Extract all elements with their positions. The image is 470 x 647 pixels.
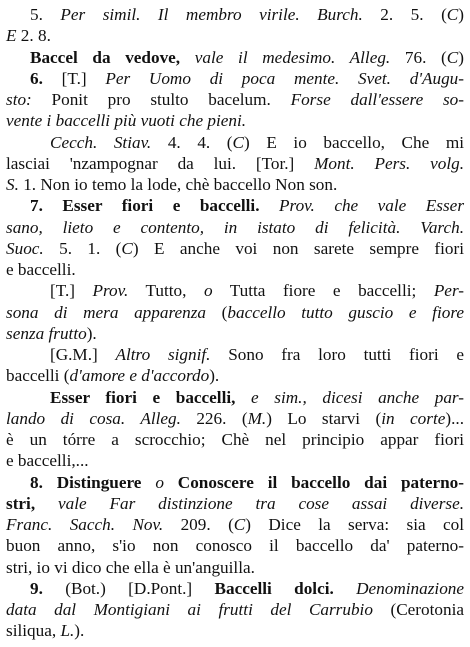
text-line [6, 450, 464, 471]
text-run: lasciai 'nzampognar da lui. [Tor.] [6, 153, 315, 173]
text-run: ). [86, 323, 97, 343]
text-run: siliqua, [6, 621, 61, 641]
text-line [6, 599, 464, 620]
text-run: Prov. [92, 281, 129, 301]
text-run: 226. ( [180, 408, 248, 428]
text-line [6, 557, 464, 578]
headword: Esser fiori e baccelli, [50, 387, 252, 407]
text-run: [T.] [61, 68, 106, 88]
text-run: 2. 5. ( [362, 5, 447, 24]
headword: Conoscere il baccello dai paterno- [163, 472, 464, 492]
text-run: 209. ( [163, 515, 234, 534]
text-run: Tutta fiore e baccelli; [212, 281, 434, 301]
text-run: vale il medesimo. Alleg. [194, 47, 391, 67]
text-run: e sim., dicesi anche par- [251, 387, 464, 407]
text-run: e baccelli,... [6, 451, 89, 471]
text-line [6, 514, 464, 535]
text-run: L. [60, 621, 75, 641]
text-run: Sono fra loro tutti fiori e [210, 345, 464, 364]
text-run: Prov. che vale Esser [279, 196, 465, 216]
text-line [6, 68, 464, 89]
text-run: baccello tutto guscio e fiore [227, 302, 465, 322]
text-line [6, 153, 464, 174]
headword: Baccel da vedove, [30, 47, 195, 67]
headword: 6. [30, 68, 62, 88]
text-line [6, 132, 464, 153]
text-run: Ponit pro stulto bacelum. [31, 90, 291, 109]
text-run: C [121, 238, 133, 258]
text-run: C [446, 47, 459, 67]
text-run: 1. Non io temo la lode, chè baccello Non son. [18, 175, 338, 194]
text-line [6, 195, 464, 216]
text-line [6, 217, 464, 238]
text-run: Per simil. Il membro virile. Burch. [60, 5, 363, 24]
dictionary-entry-text [6, 4, 464, 642]
text-line [6, 174, 464, 195]
text-run: ) Dice la serva: sia col [245, 515, 465, 534]
text-run: 5. 1. ( [43, 238, 122, 258]
text-run: [G.M.] [50, 345, 116, 364]
text-run: Forse dall'essere so- [290, 90, 464, 109]
text-run: ) E io baccello, Che mi [244, 132, 464, 152]
text-run: ). [209, 366, 220, 386]
text-run: stri, io vi dico che ella è un'anguilla. [6, 557, 255, 577]
text-run: baccelli ( [6, 366, 70, 386]
text-run: Cecch. Stiav. [50, 132, 152, 152]
text-run: Denominazione [356, 578, 465, 598]
text-run: C [446, 5, 459, 24]
text-run: Franc. Sacch. Nov. [6, 515, 164, 534]
text-line [6, 25, 464, 46]
text-run: Mont. Pers. volg. [314, 153, 464, 173]
text-run: Tutto, [128, 281, 204, 301]
text-run: buon anno, s'io non conosco il baccello da' paterno- [6, 536, 464, 556]
text-run: ) [458, 47, 464, 67]
text-run: è un tórre a scrocchio; Chè nel principio appar fiori [6, 430, 464, 449]
text-run: Per- [433, 281, 465, 301]
headword: 7. Esser fiori e baccelli. [30, 196, 280, 216]
text-run: C [232, 132, 245, 152]
text-run: )... [445, 408, 464, 428]
text-run: 4. 4. ( [151, 132, 233, 152]
text-run: 2. 8. [16, 26, 51, 46]
text-line [6, 387, 464, 408]
headword: 8. Distinguere [30, 472, 156, 492]
text-run: Suoc. [6, 238, 44, 258]
text-line [6, 429, 464, 450]
text-line [6, 259, 464, 280]
text-run: ) [458, 5, 464, 24]
headword: Baccelli dolci. [214, 578, 357, 598]
text-run: ) Lo starvi ( [266, 408, 382, 428]
text-run: vente i baccelli più vuoti che pieni. [6, 111, 247, 131]
text-line [6, 344, 464, 365]
text-run: E [6, 26, 17, 46]
text-run: ). [74, 621, 85, 641]
text-run: ( [206, 302, 228, 322]
text-line [6, 280, 464, 301]
text-run: (Bot.) [D.Pont.] [65, 578, 215, 598]
text-line [6, 89, 464, 110]
text-run: sto: [6, 90, 32, 109]
text-run: lando di cosa. Alleg. [6, 408, 181, 428]
text-run: ) E anche voi non sarete sempre fiori [132, 238, 464, 258]
text-line [6, 493, 464, 514]
text-run: o [203, 281, 213, 301]
text-run: 76. ( [390, 47, 447, 67]
text-line [6, 620, 464, 641]
text-run: S. [6, 175, 19, 194]
text-run: d'amore e d'accordo [69, 366, 210, 386]
text-line [6, 578, 464, 599]
text-line [6, 47, 464, 68]
text-line [6, 365, 464, 386]
text-line [6, 535, 464, 556]
text-run: Per Uomo di poca mente. Svet. d'Augu- [105, 68, 464, 88]
text-line [6, 472, 464, 493]
text-line [6, 323, 464, 344]
text-run: Altro signif. [115, 345, 211, 364]
text-line [6, 110, 464, 131]
text-line [6, 4, 464, 25]
text-run: senza frutto [6, 323, 87, 343]
headword: stri, [6, 493, 58, 513]
text-run: o [155, 472, 164, 492]
text-line [6, 302, 464, 323]
text-run: (Cerotonia [372, 600, 464, 619]
text-run: sona di mera apparenza [6, 302, 207, 322]
text-run: e baccelli. [6, 260, 76, 279]
headword: 9. [30, 578, 66, 598]
text-line [6, 238, 464, 259]
text-run: sano, lieto e contento, in istato di felicità. Varch. [6, 217, 464, 237]
text-run: C [233, 515, 246, 534]
text-run: data dal Montigiani ai frutti del Carrubio [6, 600, 373, 619]
text-run: [T.] [50, 281, 93, 301]
text-run: M. [247, 408, 267, 428]
text-line [6, 408, 464, 429]
text-run: 5. [30, 5, 61, 24]
text-run: in corte [381, 408, 446, 428]
text-run: vale Far distinzione tra cose assai diverse. [58, 493, 464, 513]
